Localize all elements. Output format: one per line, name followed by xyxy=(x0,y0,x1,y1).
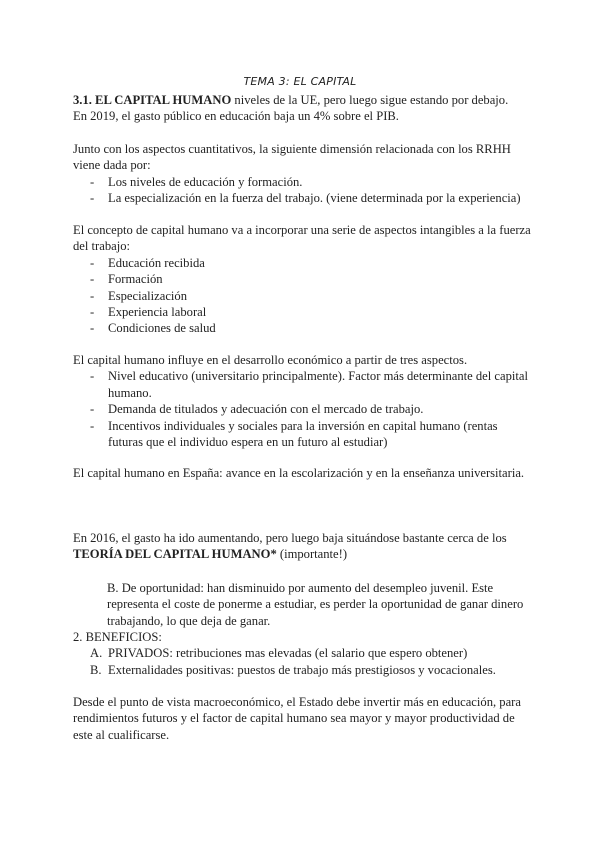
block-macro xyxy=(73,694,533,743)
block-espana xyxy=(73,465,533,481)
paragraph-macro: Desde el punto de vista macroeconómico, el Estado debe invertir más en educación, para rendimientos futuros y el factor de capital humano sea mayor y mayor productividad de este al cualificarse. xyxy=(73,695,521,742)
list-item-text: Los niveles de educación y formación. xyxy=(108,174,303,189)
list-item xyxy=(73,255,533,271)
list-intangibles xyxy=(73,255,533,337)
list-item-text: Nivel educativo (universitario principalmente). Factor más determinante del capital humano. xyxy=(108,369,528,400)
list-item xyxy=(73,401,533,417)
list-beneficios xyxy=(73,645,533,678)
paragraph-espana: El capital humano en España: avance en la escolarización y en la enseñanza universitaria. xyxy=(73,466,525,480)
list-item-text: Incentivos individuales y sociales para la inversión en capital humano (rentas futuras que el individuo espera en un futuro al estudiar) xyxy=(108,418,498,450)
bullet-dash: - xyxy=(90,288,95,303)
list-item-text: Demanda de titulados y adecuación con el mercado de trabajo. xyxy=(108,402,424,417)
list-item xyxy=(73,662,533,678)
teoria-note: (importante!) xyxy=(276,547,348,562)
list-item xyxy=(73,645,533,661)
block-2016 xyxy=(73,530,533,563)
section-intro-text: niveles de la UE, pero luego sigue estando por debajo. xyxy=(231,93,509,107)
block-dimension xyxy=(73,141,533,207)
section-intro xyxy=(73,92,533,125)
list-dimension xyxy=(73,174,533,207)
list-aspectos xyxy=(73,368,533,450)
list-item xyxy=(73,320,533,336)
paragraph-2016: En 2016, el gasto ha ido aumentando, pero luego baja situándose bastante cerca de los xyxy=(73,531,507,545)
bullet-dash: - xyxy=(90,272,95,287)
section-heading-line xyxy=(73,92,533,108)
paragraph-2019: En 2019, el gasto público en educación baja un 4% sobre el PIB. xyxy=(73,109,399,124)
list-item xyxy=(73,288,533,304)
list-item xyxy=(73,271,533,287)
list-item xyxy=(73,304,533,320)
block-beneficios xyxy=(73,629,533,678)
paragraph-cuantitativos: Junto con los aspectos cuantitativos, la siguiente dimensión relacionada con los RRHH viene dada por: xyxy=(73,142,511,173)
paragraph-concepto: El concepto de capital humano va a incorporar una serie de aspectos intangibles a la fuerza del trabajo: xyxy=(73,223,531,254)
list-item-text: Educación recibida xyxy=(108,255,205,270)
teoria-heading: TEORÍA DEL CAPITAL HUMANO* xyxy=(73,547,277,562)
list-item xyxy=(73,190,533,206)
list-marker: B. xyxy=(90,662,102,677)
list-item-text: PRIVADOS: retribuciones mas elevadas (el salario que espero obtener) xyxy=(108,646,468,661)
list-item-text: Condiciones de salud xyxy=(108,321,216,336)
block-intangibles xyxy=(73,222,533,337)
block-oportunidad xyxy=(107,580,527,629)
list-item-text: Experiencia laboral xyxy=(108,305,207,320)
list-item xyxy=(73,174,533,190)
teoria-line xyxy=(73,546,533,562)
list-item xyxy=(73,368,533,401)
paragraph-oportunidad: B. De oportunidad: han disminuido por aumento del desempleo juvenil. Este representa el coste de ponerme a estudiar, es perder la oportunidad de ganar dinero trabajando, lo que deja de ganar. xyxy=(107,581,524,628)
list-marker: A. xyxy=(90,646,103,661)
document-title: TEMA 3: EL CAPITAL xyxy=(243,75,357,88)
list-item-text: Externalidades positivas: puestos de trabajo más prestigiosos y vocacionales. xyxy=(108,662,496,677)
list-item-text: Formación xyxy=(108,272,163,287)
bullet-dash: - xyxy=(90,255,95,270)
list-item-text: La especialización en la fuerza del trabajo. (viene determinada por la experiencia) xyxy=(108,191,521,206)
bullet-dash: - xyxy=(90,369,95,384)
beneficios-heading: 2. BENEFICIOS: xyxy=(73,630,162,644)
bullet-dash: - xyxy=(90,418,95,433)
paragraph-influye: El capital humano influye en el desarrollo económico a partir de tres aspectos. xyxy=(73,353,468,367)
section-heading: 3.1. EL CAPITAL HUMANO xyxy=(73,93,232,107)
bullet-dash: - xyxy=(90,321,95,336)
bullet-dash: - xyxy=(90,305,95,320)
list-item-text: Especialización xyxy=(108,288,188,303)
block-aspectos xyxy=(73,352,533,450)
bullet-dash: - xyxy=(90,191,95,206)
bullet-dash: - xyxy=(90,174,95,189)
bullet-dash: - xyxy=(90,402,95,417)
list-item xyxy=(73,418,533,451)
